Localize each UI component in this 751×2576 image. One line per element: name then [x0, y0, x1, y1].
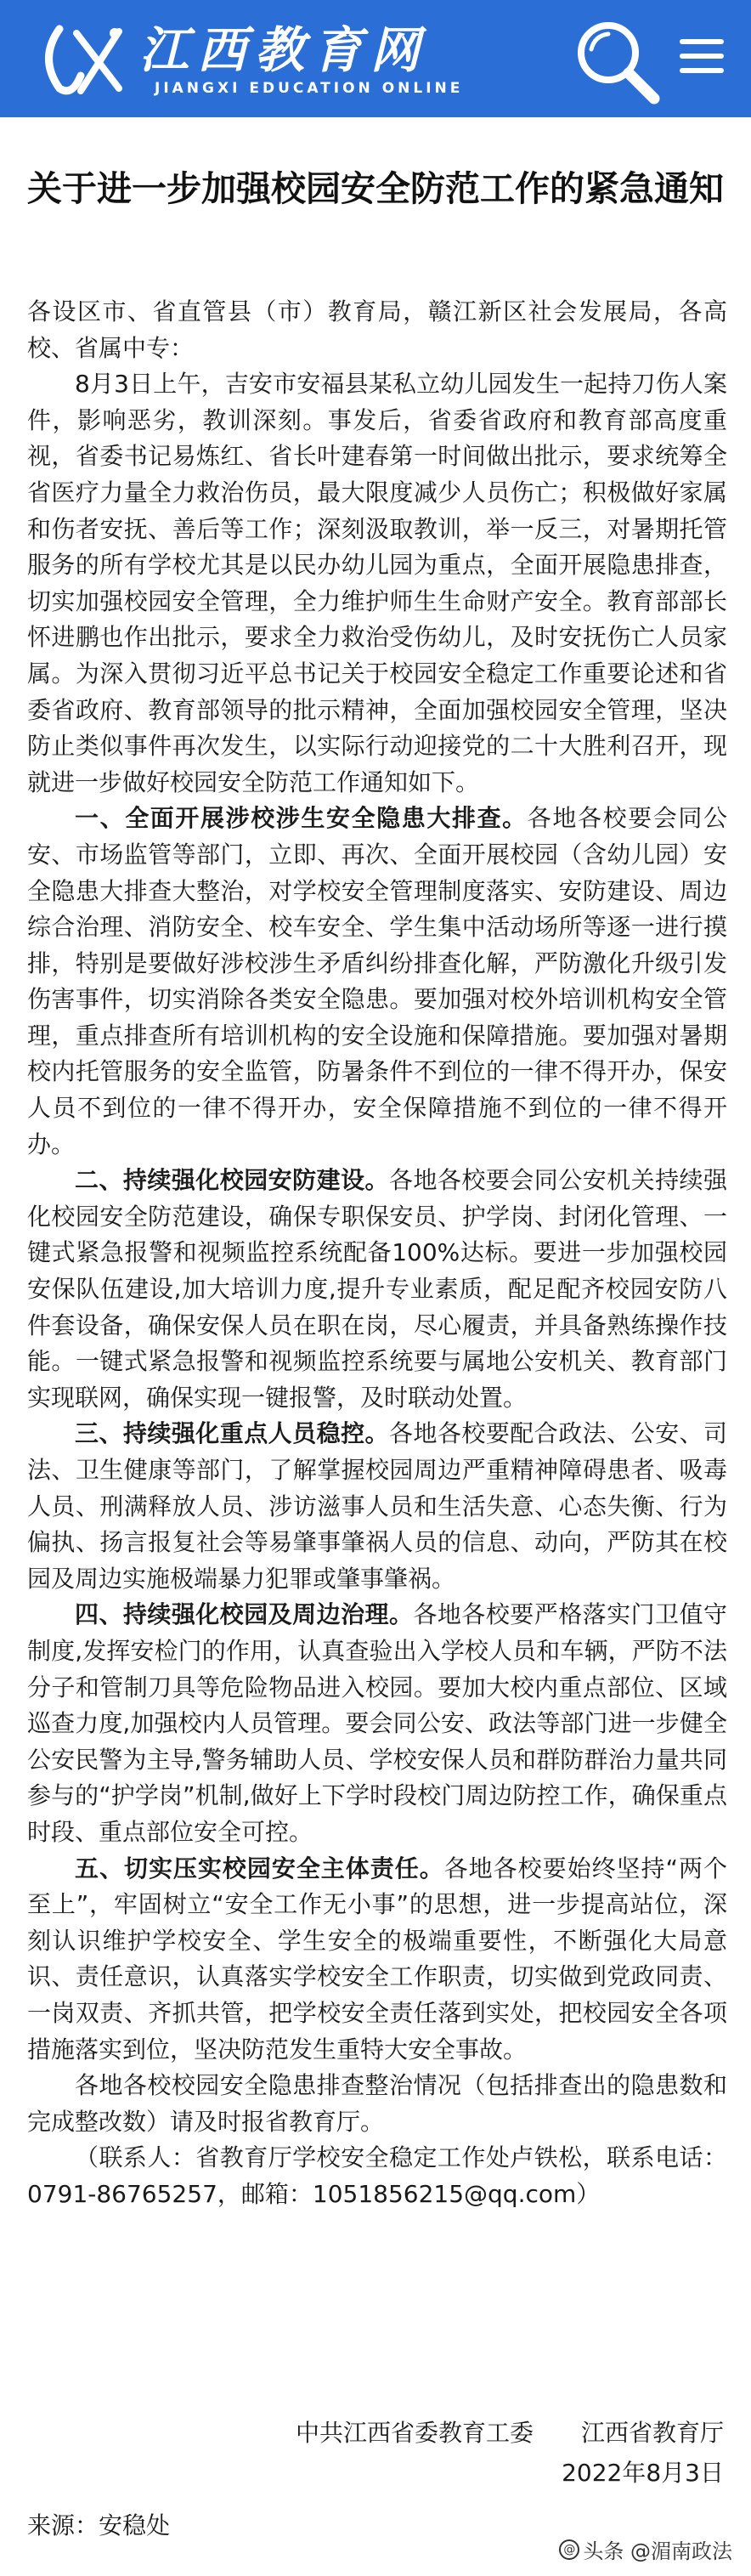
section-body: 各地各校要会同公安机关持续强化校园安全防范建设，确保专职保安员、护学岗、封闭化管理、一键式紧急报警和视频监控系统配备100%达标。要进一步加强校园安保队伍建设,加大培训力度,提升专业素质，配足配齐校园安防八件套设备，确保安保人员在职在岗，尽心履责，并具备熟练操作技能。一键式紧急报警和视频监控系统要与属地公安机关、教育部门实现联网，确保实现一键报警，及时联动处置。: [27, 1166, 727, 1412]
site-logo[interactable]: [34, 12, 561, 105]
section-paragraph: [27, 1597, 727, 1850]
watermark: [559, 2534, 732, 2564]
section-body: 各地各校要配合政法、公安、司法、卫生健康等部门，了解掌握校园周边严重精神障碍患者、吸毒人员、刑满释放人员、涉访滋事人员和生活失意、心态失衡、行为偏执、扬言报复社会等易肇事肇祸人员的信息、动向，严防其在校园及周边实施极端暴力犯罪或肇事肇祸。: [27, 1419, 727, 1593]
search-icon[interactable]: [571, 15, 664, 109]
contact-paragraph: （联系人：省教育厅学校安全稳定工作处卢铁松，联系电话：0791-86765257，邮箱：1051856215@qq.com）: [27, 2143, 727, 2208]
section-heading: 一、全面开展涉校涉生安全隐患大排查。: [75, 804, 528, 833]
section-paragraph: [27, 1851, 727, 2069]
signatories: 中共江西省委教育工委 江西省教育厅: [295, 2419, 724, 2447]
article-source: 来源：安稳处: [27, 2511, 171, 2539]
section-paragraph: [27, 801, 727, 1163]
logo-mark-icon: [34, 16, 136, 101]
section-paragraph: [27, 1163, 727, 1416]
section-body: 各地各校要严格落实门卫值守制度,发挥安检门的作用，认真查验出入学校人员和车辆，严防不法分子和管制刀具等危险物品进入校园。要加大校内重点部位、区域巡查力度,加强校内人员管理。要会同公安、政法等部门进一步健全公安民警为主导,警务辅助人员、学校安保人员和群防群治力量共同参与的“护学岗”机制,做好上下学时段校门周边防控工作，确保重点时段、重点部位安全可控。: [27, 1600, 727, 1846]
closing-paragraph: 各地各校校园安全隐患排查整治情况（包括排查出的隐患数和完成整改数）请及时报省教育厅。: [27, 2071, 727, 2136]
section-body: 各地各校要会同公安、市场监管等部门，立即、再次、全面开展校园（含幼儿园）安全隐患大排查大整治，对学校安全管理制度落实、安防建设、周边综合治理、消防安全、校车安全、学生集中活动场所等逐一进行摸排，特别是要做好涉校涉生矛盾纠纷排查化解，严防激化升级引发伤害事件，切实消除各类安全隐患。要加强对校外培训机构安全管理，重点排查所有培训机构的安全设施和保障措施。要加强对暑期校内托管服务的安全监管，防暑条件不到位的一律不得开办，保安人员不到位的一律不得开办，安全保障措施不到位的一律不得开办。: [27, 804, 727, 1158]
site-name-cn: 江西教育网: [139, 21, 429, 79]
site-header: [0, 0, 751, 117]
issue-date: 2022年8月3日: [562, 2459, 724, 2487]
section-paragraph: [27, 1416, 727, 1597]
site-name-en: JIANGXI EDUCATION ONLINE: [155, 80, 464, 97]
section-heading: 四、持续强化校园及周边治理。: [75, 1600, 414, 1629]
watermark-text: 头条 @湄南政法: [583, 2539, 732, 2563]
section-heading: 五、切实压实校园安全主体责任。: [75, 1854, 444, 1882]
section-heading: 二、持续强化校园安防建设。: [75, 1166, 389, 1195]
watermark-logo-icon: @: [559, 2539, 579, 2560]
section-heading: 三、持续强化重点人员稳控。: [75, 1419, 389, 1448]
salutation: 各设区市、省直管县（市）教育局，赣江新区社会发展局，各高校、省属中专：: [27, 297, 727, 362]
menu-icon[interactable]: [680, 39, 724, 78]
intro-paragraph: 8月3日上午，吉安市安福县某私立幼儿园发生一起持刀伤人案件，影响恶劣，教训深刻。事发后，省委省政府和教育部高度重视，省委书记易炼红、省长叶建春第一时间做出批示，要求统筹全省医疗力量全力救治伤员，最大限度减少人员伤亡；积极做好家属和伤者安抚、善后等工作；深刻汲取教训，举一反三，对暑期托管服务的所有学校尤其是以民办幼儿园为重点，全面开展隐患排查，切实加强校园安全管理，全力维护师生生命财产安全。教育部部长怀进鹏也作出批示，要求全力救治受伤幼儿，及时安抚伤亡人员家属。为深入贯彻习近平总书记关于校园安全稳定工作重要论述和省委省政府、教育部领导的批示精神，全面加强校园安全管理，坚决防止类似事件再次发生，以实际行动迎接党的二十大胜利召开，现就进一步做好校园安全防范工作通知如下。: [27, 370, 727, 796]
article-body: [27, 294, 727, 2212]
section-body: 各地各校要始终坚持“两个至上”，牢固树立“安全工作无小事”的思想，进一步提高站位，深刻认识维护学校安全、学生安全的极端重要性，不断强化大局意识、责任意识，认真落实学校安全工作职责，切实做到党政同责、一岗双责、齐抓共管，把学校安全责任落到实处，把校园安全各项措施落实到位，坚决防范发生重特大安全事故。: [27, 1854, 727, 2064]
article-title: 关于进一步加强校园安全防范工作的紧急通知: [27, 168, 724, 209]
